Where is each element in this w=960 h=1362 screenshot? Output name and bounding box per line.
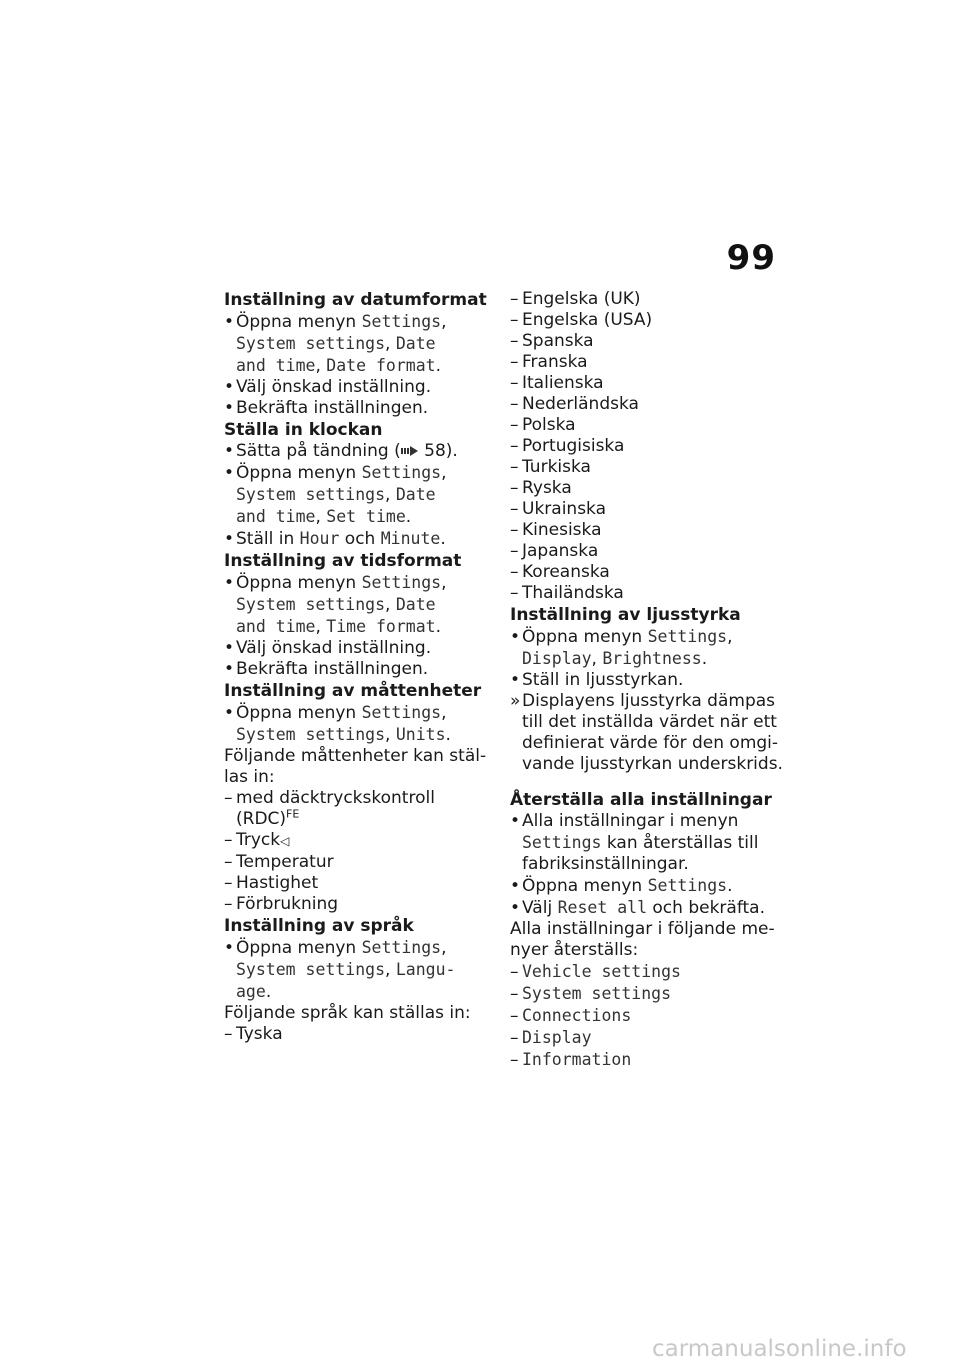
- bullet-item: • Öppna menyn Settings,: [224, 573, 447, 593]
- bullet-item: • Öppna menyn Settings.: [510, 876, 733, 896]
- page-number: 99: [726, 238, 776, 278]
- section-title-language: Inställning av språk: [224, 916, 414, 936]
- language-item: – Spanska: [510, 331, 594, 351]
- dash-item: – Temperatur: [224, 852, 334, 872]
- language-item: – Engelska (USA): [510, 310, 653, 330]
- bullet-item: • Öppna menyn Settings,: [224, 312, 447, 332]
- bullet-item: • Välj Reset all och bekräfta.: [510, 898, 766, 918]
- paragraph: Följande språk kan ställas in:: [224, 1003, 471, 1023]
- language-item: – Portugisiska: [510, 436, 625, 456]
- section-title-units: Inställning av måttenheter: [224, 681, 482, 701]
- left-column: Inställning av datumformat • Öppna menyn Settings, System settings, Date and time, Date format. • Välj önskad inställning. • Bekräfta inställningen. Ställa in klockan • Sätta på tändning ( 58). • Öppna menyn Settings, System settings, Date and time, Set time. • Ställ in Hour och Minute. Inställning av tidsformat • Öppna menyn Settings, System settings, Date and time, Time format. • Välj önskad inställning. • Bekräfta inställningen. Inställning av måttenheter • Öppna menyn Settings, System settings, Units. Följande måttenheter kan stäl- las in: – med däcktryckskontroll (RDC)$^{FE}$ – Tryck◁ – Temperatur – Hastighet – Förbrukning Inställning av språk • Öppna menyn Settings, System settings, Langu- age. Följande språk kan ställas in: – Tyska: [224, 290, 487, 1044]
- menu-item: – Connections: [510, 1006, 632, 1026]
- bullet-item: • Ställ in ljusstyrkan.: [510, 670, 684, 690]
- bullet-item: • Öppna menyn Settings,: [224, 703, 447, 723]
- section-title-brightness: Inställning av ljusstyrka: [510, 605, 741, 625]
- paragraph: Följande måttenheter kan stäl-: [224, 746, 487, 766]
- section-title-time-format: Inställning av tidsformat: [224, 551, 462, 571]
- bullet-item: • Bekräfta inställningen.: [224, 398, 429, 418]
- dash-item: – Hastighet: [224, 873, 319, 893]
- bullet-item: • Öppna menyn Settings,: [510, 627, 733, 647]
- superscript-fe: FE: [286, 807, 300, 821]
- right-column: – Engelska (UK) – Engelska (USA) – Spanska – Franska – Italienska – Nederländska – Polska – Portugisiska – Turkiska – Ryska – Ukrainska – Kinesiska – Japanska – Koreanska – Thailändska Inställning av ljusstyrka • Öppna menyn Settings, Display, Brightness. • Ställ in ljusstyrkan. »Displayens ljusstyrka dämpas till det inställda värdet när ett definierat värde för den omgi- vande ljusstyrkan underskrids. Återställa alla inställningar • Alla inställningar i menyn Settings kan återställas till fabriksinställningar. • Öppna menyn Settings. • Välj Reset all och bekräfta. Alla inställningar i följande me- nyer återställs: – Vehicle settings – System settings – Connections – Display – Information: [510, 289, 783, 1070]
- page-reference-arrow-icon: [401, 446, 419, 456]
- section-title-set-clock: Ställa in klockan: [224, 420, 383, 440]
- language-item: – Engelska (UK): [510, 289, 641, 309]
- watermark: carmanualsonline.info: [652, 1336, 907, 1362]
- dash-item: – Förbrukning: [224, 894, 339, 914]
- section-title-reset: Återställa alla inställningar: [510, 790, 772, 810]
- menu-item: – Display: [510, 1028, 592, 1048]
- paragraph: las in:: [224, 767, 275, 787]
- dash-item: – med däcktryckskontroll: [224, 788, 435, 808]
- language-item: – Italienska: [510, 373, 604, 393]
- language-item: – Kinesiska: [510, 520, 602, 540]
- dash-item: – Tryck◁: [224, 830, 290, 850]
- language-item: – Ukrainska: [510, 499, 607, 519]
- dash-item: – Tyska: [224, 1024, 283, 1044]
- bullet-item: • Sätta på tändning ( 58).: [224, 441, 458, 461]
- bullet-item: • Öppna menyn Settings,: [224, 938, 447, 958]
- language-item: – Koreanska: [510, 562, 610, 582]
- language-item: – Polska: [510, 415, 576, 435]
- paragraph: nyer återställs:: [510, 940, 639, 960]
- bullet-item: • Alla inställningar i menyn: [510, 811, 739, 831]
- language-item: – Nederländska: [510, 394, 639, 414]
- bullet-item: • Välj önskad inställning.: [224, 377, 432, 397]
- triangle-icon: ◁: [280, 834, 290, 848]
- language-item: – Japanska: [510, 541, 599, 561]
- language-item: – Turkiska: [510, 457, 591, 477]
- language-item: – Ryska: [510, 478, 572, 498]
- menu-item: – System settings: [510, 984, 672, 1004]
- menu-item: – Information: [510, 1050, 632, 1070]
- menu-item: – Vehicle settings: [510, 962, 681, 982]
- bullet-item: • Öppna menyn Settings,: [224, 463, 447, 483]
- section-title-date-format: Inställning av datumformat: [224, 290, 487, 310]
- result-item: »Displayens ljusstyrka dämpas: [510, 691, 776, 711]
- language-item: – Thailändska: [510, 583, 624, 603]
- paragraph: Alla inställningar i följande me-: [510, 919, 775, 939]
- bullet-item: • Bekräfta inställningen.: [224, 659, 429, 679]
- language-item: – Franska: [510, 352, 588, 372]
- bullet-item: • Välj önskad inställning.: [224, 638, 432, 658]
- bullet-item: • Ställ in Hour och Minute.: [224, 529, 446, 549]
